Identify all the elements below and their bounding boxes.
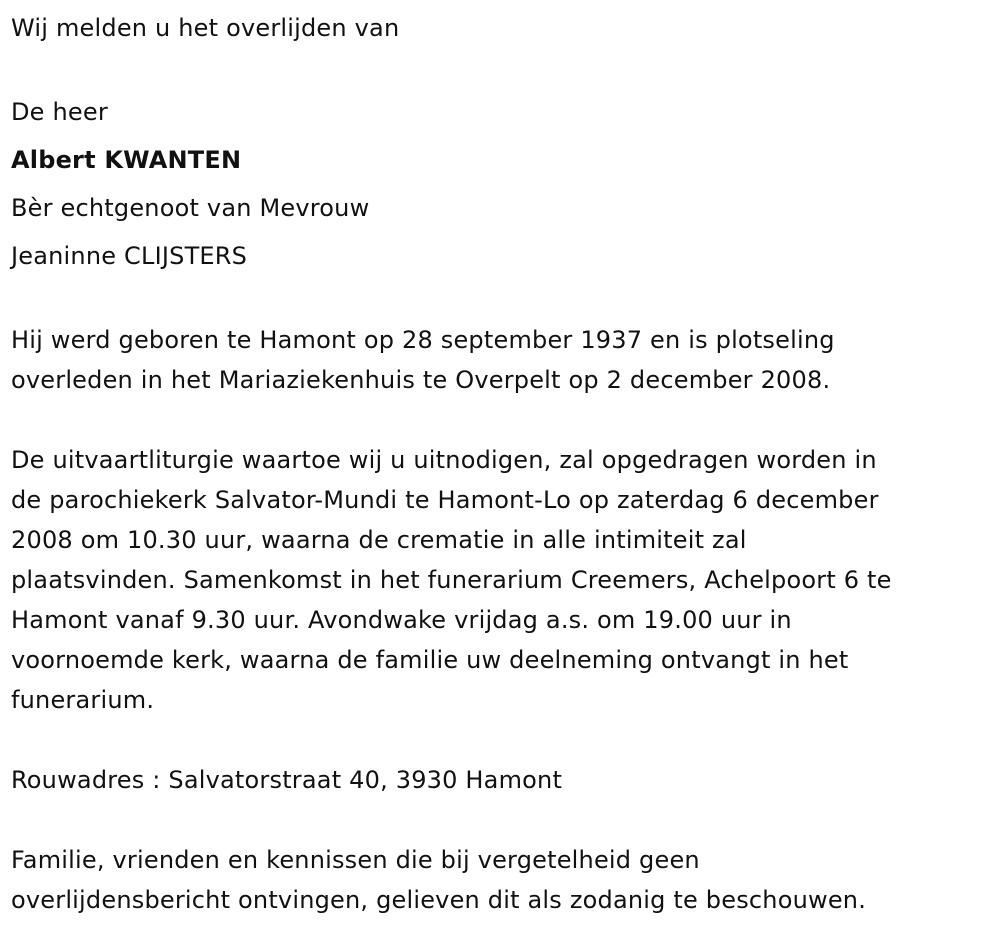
spouse-name: Jeaninne CLIJSTERS: [11, 242, 248, 270]
closing-line: overlijdensbericht ontvingen, gelieven dit als zodanig te beschouwen.: [11, 886, 867, 914]
ceremony-line: 2008 om 10.30 uur, waarna de crematie in alle intimiteit zal: [11, 526, 747, 554]
closing-line: Familie, vrienden en kennissen die bij vergetelheid geen: [11, 846, 700, 874]
birth-line: overleden in het Mariaziekenhuis te Overpelt op 2 december 2008.: [11, 366, 831, 394]
ceremony-line: Hamont vanaf 9.30 uur. Avondwake vrijdag a.s. om 19.00 uur in: [11, 606, 792, 634]
birth-line: Hij werd geboren te Hamont op 28 september 1937 en is plotseling: [11, 326, 835, 354]
spouse-line: Bèr echtgenoot van Mevrouw: [11, 194, 370, 222]
spacer: [11, 720, 980, 760]
deceased-name: Albert KWANTEN: [11, 146, 242, 174]
spacer: [11, 400, 980, 440]
ceremony-paragraph: [11, 440, 980, 720]
ceremony-line: funerarium.: [11, 686, 155, 714]
intro-line: Wij melden u het overlijden van: [11, 14, 400, 42]
title-prefix: De heer: [11, 98, 108, 126]
closing-paragraph: [11, 840, 980, 920]
ceremony-line: De uitvaartliturgie waartoe wij u uitnodigen, zal opgedragen worden in: [11, 446, 877, 474]
ceremony-line: voornoemde kerk, waarna de familie uw deelneming ontvangt in het: [11, 646, 849, 674]
ceremony-line: de parochiekerk Salvator-Mundi te Hamont-Lo op zaterdag 6 december: [11, 486, 879, 514]
spacer: [11, 48, 980, 88]
address-line: Rouwadres : Salvatorstraat 40, 3930 Hamont: [11, 766, 563, 794]
spacer: [11, 280, 980, 320]
spacer: [11, 800, 980, 840]
birth-paragraph: [11, 320, 980, 400]
ceremony-line: plaatsvinden. Samenkomst in het funerarium Creemers, Achelpoort 6 te: [11, 566, 892, 594]
